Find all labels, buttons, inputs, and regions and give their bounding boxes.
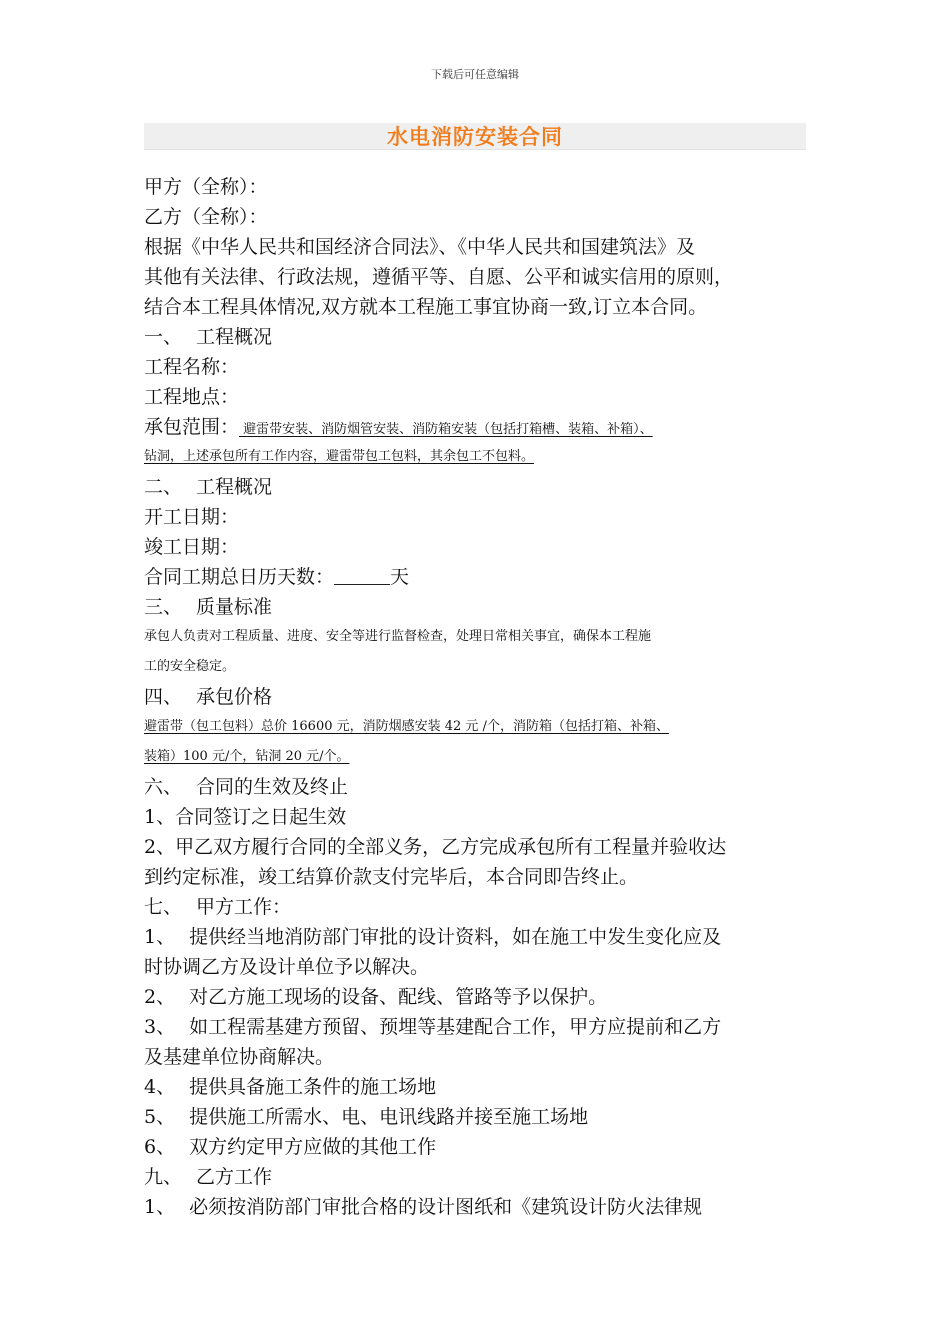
party-b: 乙方（全称）：	[144, 206, 268, 228]
effect-item-2-line-1: 2、甲乙双方履行合同的全部义务，乙方完成承包所有工程量并验收达	[144, 836, 727, 858]
section-number: 九、	[144, 1166, 183, 1188]
document-title: 水电消防安装合同	[387, 125, 563, 149]
effect-item-2-line-2: 到约定标准，竣工结算价款支付完毕后，本合同即告终止。	[144, 866, 639, 888]
section-9-heading	[144, 1162, 806, 1192]
header-note: 下载后可任意编辑	[431, 68, 519, 81]
effect-item-1: 1、合同签订之日起生效	[144, 806, 347, 828]
price-line-1: 避雷带（包工包料）总价 16600 元，消防烟感安装 42 元 /个，消防箱（包括打箱、补箱、	[144, 719, 669, 734]
item-text: 双方约定甲方应做的其他工作	[189, 1136, 437, 1158]
section-3-heading	[144, 592, 806, 622]
section-number: 四、	[144, 686, 183, 708]
section-number: 六、	[144, 776, 183, 798]
item-text: 对乙方施工现场的设备、配线、管路等予以保护。	[189, 986, 608, 1008]
quality-line-1: 承包人负责对工程质量、进度、安全等进行监督检查，处理日常相关事宜，确保本工程施	[144, 629, 652, 644]
section-number: 三、	[144, 596, 183, 618]
project-name: 工程名称：	[144, 356, 240, 378]
total-days	[144, 562, 806, 592]
section-7-heading	[144, 892, 806, 922]
item-number: 4、	[144, 1076, 176, 1098]
section-title: 质量标准	[196, 596, 273, 618]
party-a: 甲方（全称）：	[144, 176, 268, 198]
party-a-item-1-line-1	[144, 922, 806, 952]
title-bar	[144, 123, 806, 150]
end-date: 竣工日期：	[144, 536, 240, 558]
party-a-item-4	[144, 1072, 806, 1102]
party-a-item-5	[144, 1102, 806, 1132]
item-text: 如工程需基建方预留、预埋等基建配合工作，甲方应提前和乙方	[189, 1016, 722, 1038]
preamble-line-1: 根据《中华人民共和国经济合同法》、《中华人民共和国建筑法》及	[144, 236, 696, 258]
item-text: 提供具备施工条件的施工场地	[189, 1076, 437, 1098]
quality-line-2: 工的安全稳定。	[144, 659, 236, 674]
section-title: 乙方工作	[196, 1166, 273, 1188]
item-text: 提供经当地消防部门审批的设计资料，如在施工中发生变化应及	[189, 926, 722, 948]
section-4-heading	[144, 682, 806, 712]
item-text: 必须按消防部门审批合格的设计图纸和《建筑设计防火法律规	[189, 1196, 703, 1218]
section-title: 甲方工作：	[196, 896, 292, 918]
party-a-item-3-line-2: 及基建单位协商解决。	[144, 1046, 335, 1068]
section-number: 一、	[144, 326, 183, 348]
item-number: 6、	[144, 1136, 176, 1158]
party-a-item-2	[144, 982, 806, 1012]
party-a-item-3-line-1	[144, 1012, 806, 1042]
price-line-2: 装箱）100 元/个，钻洞 20 元/个。	[144, 749, 350, 764]
section-number: 二、	[144, 476, 183, 498]
total-days-blank	[334, 566, 390, 585]
section-title: 工程概况	[196, 326, 273, 348]
party-a-item-1-line-2: 时协调乙方及设计单位予以解决。	[144, 956, 430, 978]
section-6-heading	[144, 772, 806, 802]
preamble-line-2: 其他有关法律、行政法规，遵循平等、自愿、公平和诚实信用的原则，	[144, 266, 734, 288]
scope-label: 承包范围：	[144, 416, 240, 438]
preamble-line-3: 结合本工程具体情况,双方就本工程施工事宜协商一致,订立本合同。	[144, 296, 708, 318]
item-text: 提供施工所需水、电、电讯线路并接至施工场地	[189, 1106, 589, 1128]
section-number: 七、	[144, 896, 183, 918]
item-number: 1、	[144, 1196, 176, 1218]
scope-line-1	[144, 412, 806, 442]
scope-text-1: 避雷带安装、消防烟管安装、消防箱安装（包括打箱槽、装箱、补箱）、	[239, 422, 653, 437]
party-a-item-6	[144, 1132, 806, 1162]
total-days-unit: 天	[390, 566, 410, 588]
party-b-item-1	[144, 1192, 806, 1222]
item-number: 2、	[144, 986, 176, 1008]
item-number: 1、	[144, 926, 176, 948]
section-title: 合同的生效及终止	[196, 776, 349, 798]
project-location: 工程地点：	[144, 386, 240, 408]
document-body	[144, 172, 806, 1222]
section-title: 工程概况	[196, 476, 273, 498]
section-2-heading	[144, 472, 806, 502]
section-1-heading	[144, 322, 806, 352]
section-title: 承包价格	[196, 686, 273, 708]
scope-line-2: 钻洞，上述承包所有工作内容，避雷带包工包料，其余包工不包料。	[144, 449, 535, 464]
start-date: 开工日期：	[144, 506, 240, 528]
item-number: 5、	[144, 1106, 176, 1128]
total-days-label: 合同工期总日历天数：	[144, 566, 335, 588]
item-number: 3、	[144, 1016, 176, 1038]
